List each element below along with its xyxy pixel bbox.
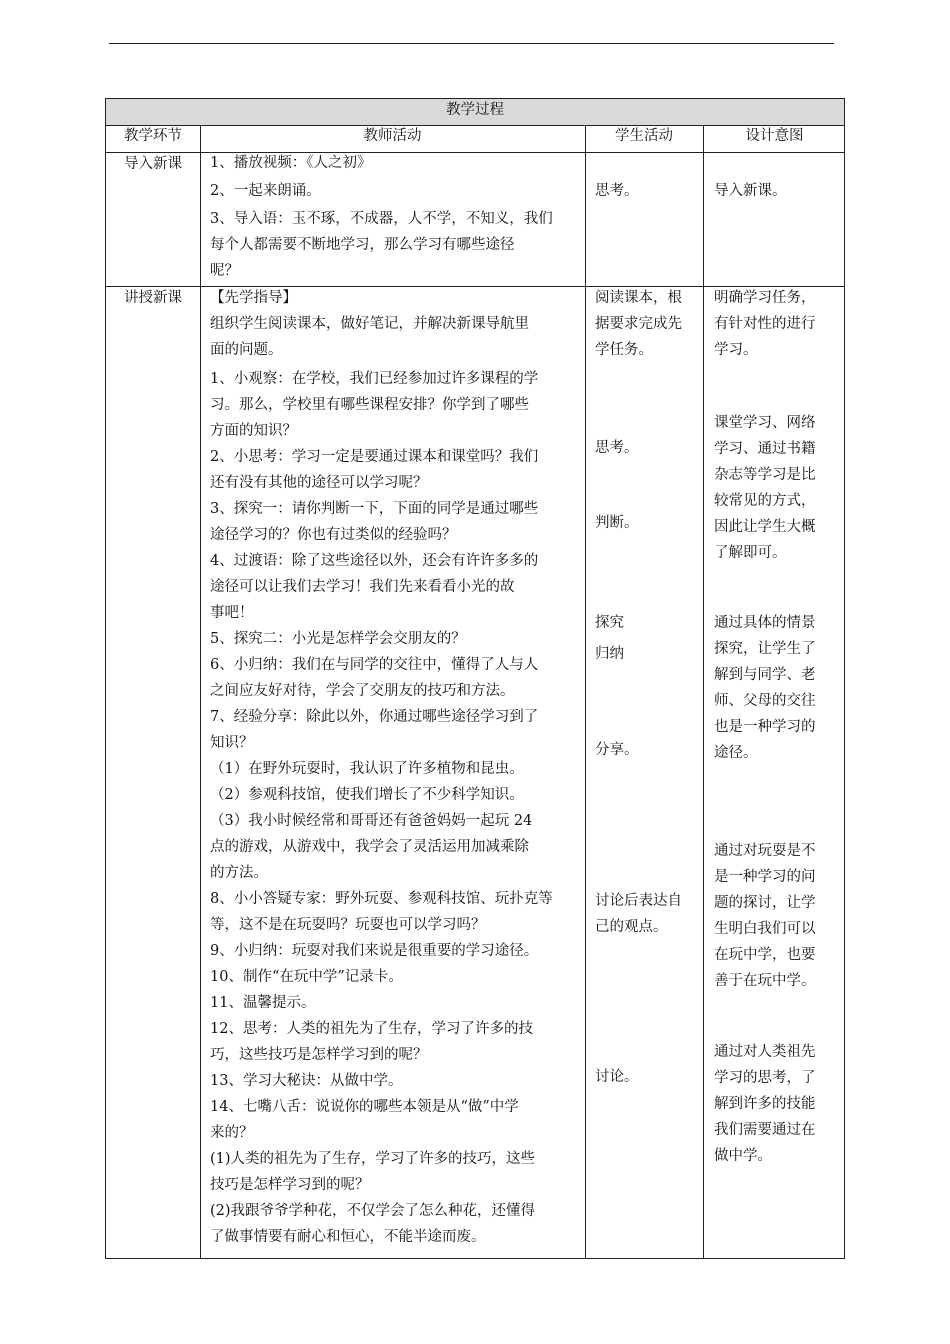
- text-line: 9、小归纳：玩耍对我们来说是很重要的学习途径。: [210, 943, 539, 959]
- header-stage: 教学环节: [124, 128, 182, 144]
- column-divider: [585, 125, 586, 1258]
- text-line: 讨论后表达自: [595, 893, 682, 909]
- text-line: 学习。: [714, 342, 758, 358]
- student-cell-intro: 思考。: [595, 183, 639, 199]
- text-line: 通过对玩耍是不: [714, 843, 816, 859]
- text-line: 【先学指导】: [210, 290, 297, 306]
- text-line: 知识？: [210, 735, 254, 751]
- text-line: 面的问题。: [210, 342, 283, 358]
- text-line: 3、导入语：玉不琢，不成器，人不学，不知义，我们: [210, 211, 553, 227]
- text-line: 点的游戏，从游戏中，我学会了灵活运用加减乘除: [210, 839, 529, 855]
- header-design: 设计意图: [745, 128, 804, 144]
- design-note-2: [714, 410, 844, 566]
- text-line: 呢？: [210, 263, 239, 279]
- student-note-6: [595, 888, 701, 940]
- text-line: 途径。: [714, 745, 758, 761]
- text-line: 2、小思考：学习一定是要通过课本和课堂吗？我们: [210, 449, 539, 465]
- text-line: 是一种学习的问: [714, 869, 816, 885]
- design-note-4: [714, 838, 844, 994]
- text-line: 习。那么，学校里有哪些课程安排？你学到了哪些: [210, 397, 529, 413]
- text-line: 较常见的方式，: [714, 493, 816, 509]
- text-line: 8、小小答疑专家：野外玩耍、参观科技馆、玩扑克等: [210, 891, 553, 907]
- text-line: 5、探究二：小光是怎样学会交朋友的？: [210, 631, 466, 647]
- text-line: 通过对人类祖先: [714, 1044, 816, 1060]
- design-note-3: [714, 610, 844, 766]
- header-student: 学生活动: [615, 128, 673, 144]
- header-teacher: 教师活动: [363, 128, 422, 144]
- text-line: 善于在玩中学。: [714, 973, 816, 989]
- student-note-2: 思考。: [595, 440, 639, 456]
- text-line: 4、过渡语：除了这些途径以外，还会有许许多多的: [210, 553, 539, 569]
- text-line: 据要求完成先: [595, 316, 682, 332]
- text-line: 学习、通过书籍: [714, 441, 816, 457]
- text-line: （2）参观科技馆，使我们增长了不少科学知识。: [210, 787, 524, 803]
- text-line: 组织学生阅读课本，做好笔记，并解决新课导航里: [210, 316, 529, 332]
- text-line: 阅读课本，根: [595, 290, 682, 306]
- text-line: 7、经验分享：除此以外，你通过哪些途径学习到了: [210, 709, 539, 725]
- teaching-process-table: [105, 98, 845, 1259]
- text-line: （1）在野外玩耍时，我认识了许多植物和昆虫。: [210, 761, 524, 777]
- student-note-3: 判断。: [595, 515, 639, 531]
- text-line: 探究，让学生了: [714, 641, 816, 657]
- text-line: 巧，这些技巧是怎样学习到的呢？: [210, 1047, 428, 1063]
- text-line: 有针对性的进行: [714, 316, 816, 332]
- text-line: 1、小观察：在学校，我们已经参加过许多课程的学: [210, 371, 539, 387]
- text-line: 也是一种学习的: [714, 719, 816, 735]
- table-title: 教学过程: [446, 102, 504, 118]
- text-line: 每个人都需要不断地学习，那么学习有哪些途径: [210, 237, 515, 253]
- design-note-5: [714, 1039, 844, 1169]
- text-line: 1、播放视频：《人之初》: [210, 155, 372, 171]
- text-line: (2)我跟爷爷学种花，不仅学会了怎么种花，还懂得: [210, 1203, 536, 1219]
- student-note-5: 分享。: [595, 742, 639, 758]
- text-line: 在玩中学，也要: [714, 947, 816, 963]
- text-line: 题的探讨，让学: [714, 895, 816, 911]
- text-line: 明确学习任务，: [714, 290, 816, 306]
- text-line: 杂志等学习是比: [714, 467, 816, 483]
- teacher-cell-lecture: [210, 285, 582, 1250]
- text-line: 事吧！: [210, 605, 254, 621]
- text-line: 了解即可。: [714, 545, 787, 561]
- text-line: 通过具体的情景: [714, 615, 816, 631]
- text-line: 解到许多的技能: [714, 1096, 816, 1112]
- teacher-cell-intro: [210, 150, 582, 284]
- text-line: (1)人类的祖先为了生存，学习了许多的技巧，这些: [210, 1151, 536, 1167]
- text-line: 探究: [595, 615, 624, 631]
- student-note-4: [595, 610, 701, 667]
- text-line: 的方法。: [210, 865, 268, 881]
- text-line: 途径可以让我们去学习！我们先来看看小光的故: [210, 579, 515, 595]
- text-line: 12、思考：人类的祖先为了生存，学习了许多的技: [210, 1021, 533, 1037]
- stage-cell-lecture: 讲授新课: [124, 290, 182, 306]
- text-line: 之间应友好对待，学会了交朋友的技巧和方法。: [210, 683, 515, 699]
- text-line: 生明白我们可以: [714, 921, 816, 937]
- text-line: 己的观点。: [595, 919, 668, 935]
- text-line: 14、七嘴八舌：说说你的哪些本领是从“做”中学: [210, 1099, 519, 1115]
- text-line: 做中学。: [714, 1148, 772, 1164]
- text-line: 等，这不是在玩耍吗？玩耍也可以学习吗？: [210, 917, 486, 933]
- text-line: 来的？: [210, 1125, 254, 1141]
- text-line: 技巧是怎样学习到的呢？: [210, 1177, 370, 1193]
- text-line: （3）我小时候经常和哥哥还有爸爸妈妈一起玩 24: [210, 813, 533, 829]
- text-line: 我们需要通过在: [714, 1122, 816, 1138]
- text-line: 了做事情要有耐心和恒心，不能半途而废。: [210, 1229, 486, 1245]
- text-line: 13、学习大秘诀：从做中学。: [210, 1073, 403, 1089]
- column-divider: [703, 125, 704, 1258]
- page-header-rule: [109, 43, 834, 44]
- text-line: 10、制作“在玩中学”记录卡。: [210, 969, 403, 985]
- student-note-1: [595, 285, 701, 363]
- column-divider: [200, 125, 201, 1258]
- student-note-7: 讨论。: [595, 1069, 639, 1085]
- text-line: 师、父母的交往: [714, 693, 816, 709]
- design-cell-intro: 导入新课。: [714, 183, 787, 199]
- text-line: 学任务。: [595, 342, 653, 358]
- text-line: 还有没有其他的途径可以学习呢？: [210, 475, 428, 491]
- text-line: 3、探究一：请你判断一下，下面的同学是通过哪些: [210, 501, 539, 517]
- text-line: 因此让学生大概: [714, 519, 816, 535]
- text-line: 途径学习的？你也有过类似的经验吗？: [210, 527, 457, 543]
- design-note-1: [714, 285, 844, 363]
- text-line: 11、温馨提示。: [210, 995, 316, 1011]
- text-line: 6、小归纳：我们在与同学的交往中，懂得了人与人: [210, 657, 539, 673]
- text-line: 解到与同学、老: [714, 667, 816, 683]
- text-line: 2、一起来朗诵。: [210, 183, 321, 199]
- text-line: 课堂学习、网络: [714, 415, 816, 431]
- text-line: 方面的知识？: [210, 423, 297, 439]
- text-line: 归纳: [595, 646, 624, 662]
- stage-cell-intro: 导入新课: [124, 156, 182, 172]
- text-line: 学习的思考，了: [714, 1070, 816, 1086]
